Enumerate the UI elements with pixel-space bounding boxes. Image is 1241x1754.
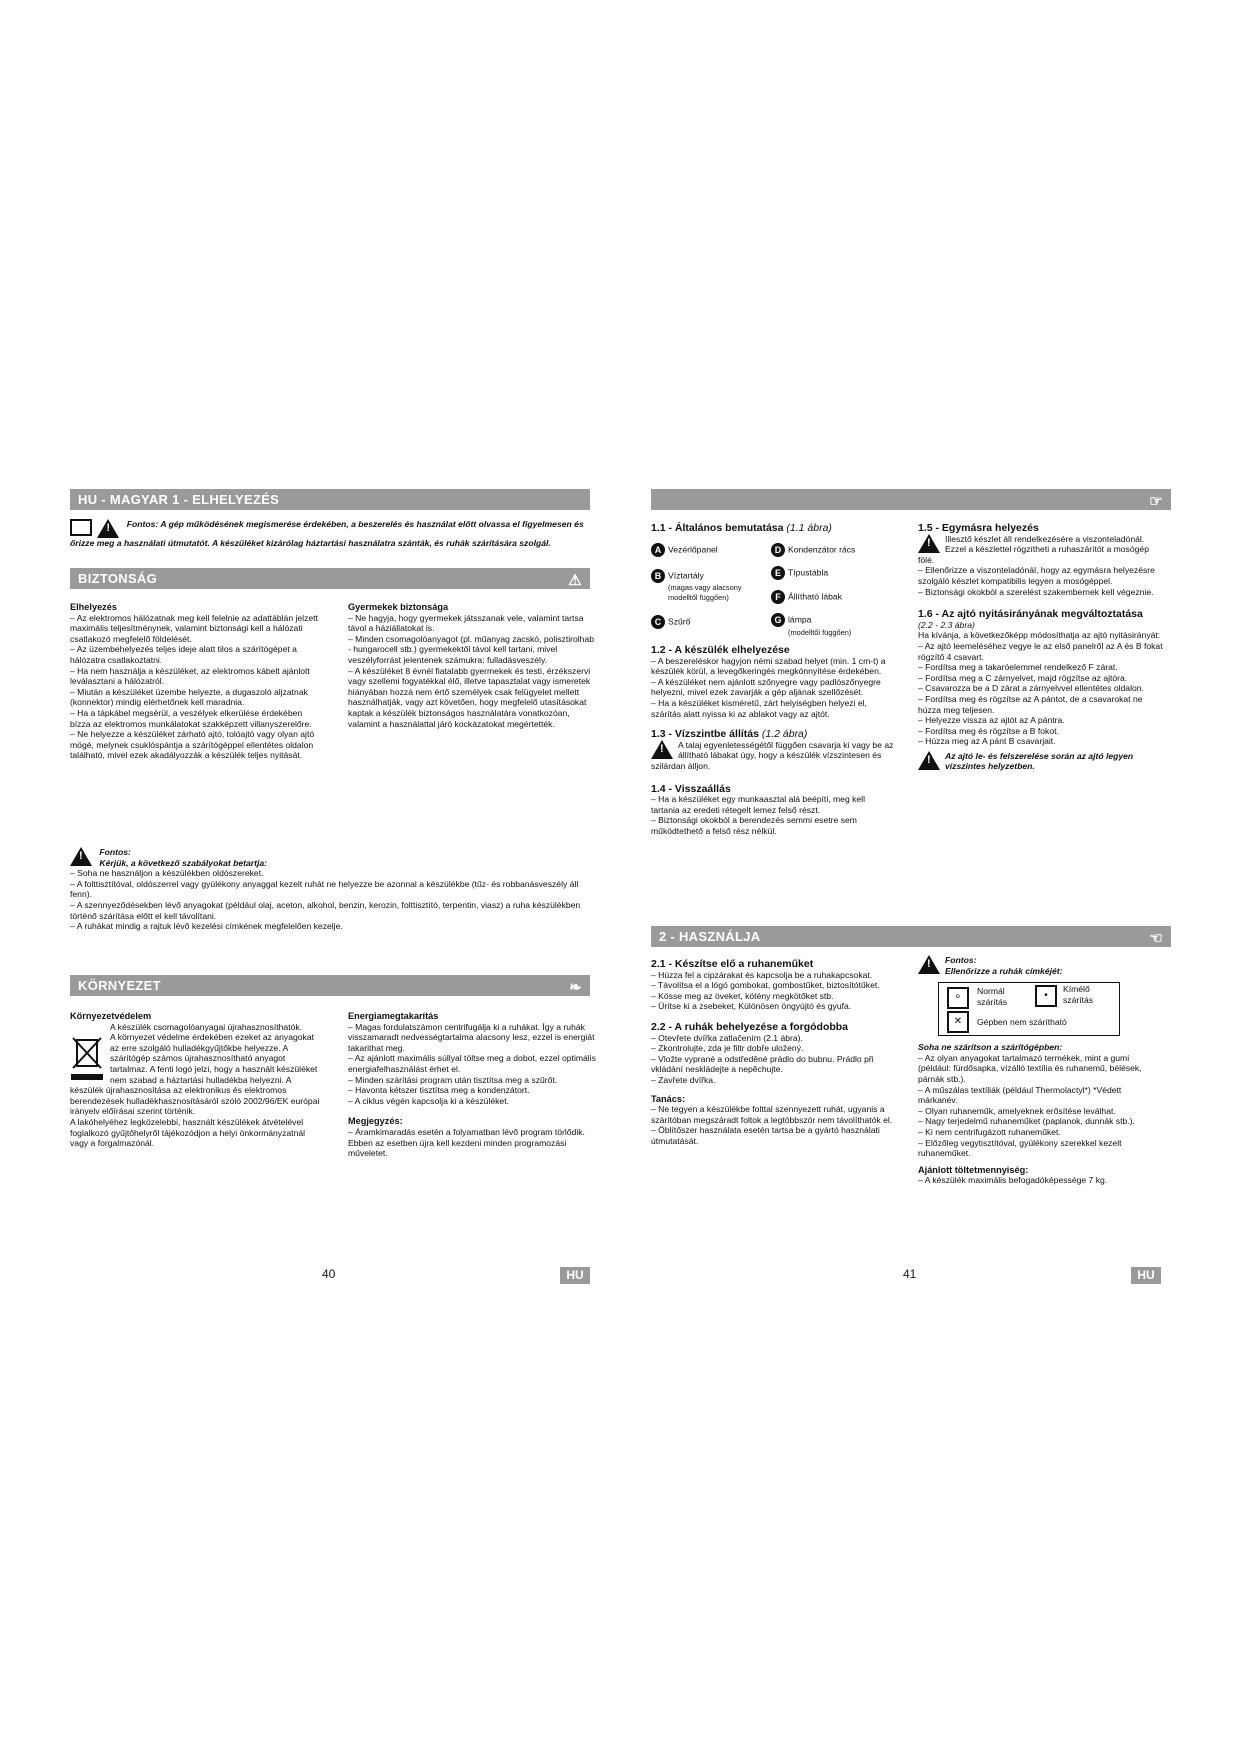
use-title: 2 - HASZNÁLJA (659, 929, 761, 944)
s14-title: 1.4 - Visszaállás (651, 782, 731, 795)
s13-block (651, 740, 896, 772)
s21-text: – Húzza fel a cipzárakat és kapcsolja be a ruhakapcsokat. – Távolítsa el a lógó gombokat, gombostűket, biztosítótűket. – Kösse meg az öveket, kötény megkötőket stb. – Ürítse ki a zsebeket, Különösen öngyújtó és gyufa. (651, 969, 880, 1012)
load-text: – A készülék maximális befogadóképessége 7 kg. (918, 1175, 1108, 1186)
top-bar (651, 489, 1171, 510)
s13-ref: (1.2 ábra) (761, 728, 808, 741)
warning-icon: ! (918, 534, 940, 553)
important-title: Fontos: (945, 955, 977, 965)
legend-item-f (771, 590, 842, 604)
environment-bar (70, 975, 590, 996)
right-column-1-body (651, 641, 896, 837)
s16-warning (918, 751, 1163, 772)
warning-icon: ! (97, 519, 119, 538)
intro-block (70, 519, 590, 549)
weee-bin-icon (70, 1034, 104, 1082)
warning-icon: ! (918, 955, 940, 974)
language-badge: HU (1131, 1267, 1161, 1284)
leaf-icon: ❧ (569, 979, 582, 996)
energy-column (348, 1007, 598, 1159)
legend-label: Típustábla (788, 567, 829, 578)
section-header-bar (70, 489, 590, 510)
child-safety-column (348, 598, 598, 729)
legend-item-a (651, 543, 718, 557)
normal-dry-icon: ⚬ (947, 987, 969, 1009)
important-text: – Soha ne használjon a készülékben oldószereket. – A folttisztítóval, oldószerrel vagy gyúlékony anyaggal kezelt ruhát ne helyezze be azonnal a készülékbe (tűz- és robbanásveszély áll fenn). – A szennyeződésekben lévő anyagokat (például olaj, aceton, alkohol, benzin, kerozin, folttisztító, terpentin, viasz) a ruha készülékben történő szárítása előtt el kell távolítani. – A ruhákat mindig a rajtuk lévő kezelési címkének megfelelően kezelje. (70, 868, 581, 932)
tips-title: Tanács: (651, 1093, 686, 1104)
hand-icon: ☜ (1149, 930, 1163, 947)
gentle-dry-icon: • (1035, 985, 1057, 1007)
load-title: Ajánlott töltetmennyiség: (918, 1164, 1029, 1175)
no-dry-label: Gépben nem szárítható (977, 1017, 1067, 1028)
gentle-dry-label: Kímélő szárítás (1063, 984, 1094, 1005)
legend-item-d (771, 543, 855, 557)
important-subtitle: Ellenőrizze a ruhák címkéjét: (945, 965, 1063, 976)
never-dry-text: – Az olyan anyagokat tartalmazó termékek, mint a gumi (például: fürdősapka, vízálló textília és ruhanemű, bélések, párnák stb.). – A műszálas textíliák (például Thermolactyl*) *Védett márkanév. – Olyan ruhaneműk, amelyeknek erősítése leválhat. – Nagy terjedelmű ruhaneműket (paplanok, dunnák stb.). – Ki nem centrifugázott ruhaneműket. – Előzőleg vegytisztítóval, gyúlékony szerekkel kezelt ruhaneműket. (918, 1052, 1142, 1159)
legend-letter: D (771, 543, 785, 557)
s12-text: – A beszereléskor hagyjon némi szabad helyet (min. 1 cm-t) a készülék körül, a levegőkeringés megkönnyítése érdekében. – A készüléket nem ajánlott szőnyegre vagy padlószőnyegre helyezni, mivel ezek zavarják a gép aljának szellőzését. – Ha a készüléket kisméretű, zárt helyiségben helyezi el, szárítás alatt nyissa ki az ablakot vagy az ajtót. (651, 655, 886, 719)
warning-icon: ! (70, 847, 92, 866)
legend-note: (magas vagy alacsony modelltől függően) (668, 583, 742, 602)
s11-title: 1.1 - Általános bemutatása (651, 522, 784, 534)
important-title: Fontos: (99, 847, 131, 857)
legend-label: Állítható lábak (788, 591, 842, 602)
legend-label: Kondenzátor rács (788, 544, 856, 555)
environment-column (70, 1007, 320, 1149)
s16-ref: (2.2 - 2.3 ábra) (918, 619, 975, 630)
child-safety-text: – Ne hagyja, hogy gyermekek játsszanak vele, valamint tartsa távol a háziállatokat is. – Minden csomagolóanyagot (pl. műanyag zacskó, polisztirolhab - hungarocell stb.) gyermekektől távol kell tartani, mivel veszélyforrást jelentenek számukra: fulladásveszély. – A készüléket 8 évnél fiatalabb gyermekek és testi, érzékszervi vagy szellemi fogyatékkal élő, illetve tapasztalat vagy ismeretek hiányában hozzá nem értő személyek csak felügyelet mellett használhatják, vagy azt követően, hogy megfelelő utasításokat kaptak a készülék biztonságos használatára vonatkozóan, valamint a használattal járó kockázatokat megértették. (348, 612, 595, 729)
s21-title: 2.1 - Készítse elő a ruhaneműket (651, 958, 814, 970)
placement-text: – Az elektromos hálózatnak meg kell felelnie az adattáblán jelzett maximális teljesítménynek, valamint biztonsági kell a hálózati csatlakozó megfelelő földelését. – Az üzembehelyezés teljes ideje alatt tilos a szárítógépet a hálózatra csatlakoztatni. – Ha nem használja a készüléket, az elektromos kábelt ajánlott leválasztani a hálózatról. – Miután a készüléket üzembe helyezte, a dugaszoló aljzatnak (konnektor) mindig elérhetőnek kell maradnia. – Ha a tápkábel megsérül, a veszélyek elkerülése érdekében bízza az elektromos munkálatokat szakképzett villanyszerelőre. – Ne helyezze a készüléket zárható ajtó, tolóajtó vagy olyan ajtó mögé, melynek csuklóspántja a szárítógéppel ellentétes oldalon található, mivel ezek akadályozzák a készülék teljes nyitását. (70, 612, 318, 761)
important-block (70, 847, 590, 932)
s16-text: Ha kívánja, a következőképp módosíthatja az ajtó nyitásirányát: – Az ajtó leemeléséhez vegye le az első panelről az A és B fokat rögzítő 4 csavart. – Fordítsa meg a takaróelemmel rendelkező F zárat. – Fordítsa meg a C zárnyelvet, majd rögzítse az ajtóra. – Csavarozza be a D zárat a zárnyelvvel ellentétes oldalon. – Fordítsa meg és rögzítse az A pántot, de a csavarokat ne húzza meg teljesen. – Helyezze vissza az ajtót az A pántra. – Fordítsa meg és rögzítse a B fokot. – Húzza meg az A pánt B csavarjait. (918, 630, 1163, 747)
safety-title: BIZTONSÁG (78, 571, 158, 586)
no-tumble-dry-icon: ✕ (947, 1011, 969, 1033)
page-40 (70, 489, 596, 1319)
environment-text: A készülék csomagolóanyagai újrahasznosíthatók. A környezet védelme érdekében ezeket az anyagokat az erre szolgáló hulladékgyűjtőkbe helyezze. A szárítógép számos újrahasznosítható anyagot tartalmaz. A fenti logó jelzi, hogy a használt készüléket nem szabad a háztartási hulladékba helyezni. A készülék újrahasznosítása az elektronikus és elektromos berendezések hulladékhasznosításáról szóló 2002/96/EK európai irányelv előírásai szerint történik. A lakóhelyéhez legközelebbi, használt készülékek átvételével foglalkozó gyűjtőhelyről tájékozódjon a helyi önkormányzatnál vagy a forgalmazónál. (70, 1021, 320, 1149)
legend-label: Szűrő (668, 616, 691, 627)
environment-title: KÖRNYEZET (78, 978, 161, 993)
s22-title: 2.2 - A ruhák behelyezése a forgódobba (651, 1020, 849, 1033)
environment-protection-title: Környezetvédelem (70, 1011, 152, 1021)
safety-bar (70, 568, 590, 589)
s13-title: 1.3 - Vízszintbe állítás (651, 728, 759, 741)
never-dry-title: Soha ne szárítson a szárítógépben: (918, 1042, 1063, 1053)
important-subtitle: Kérjük, a következő szabályokat betartja: (99, 857, 268, 868)
s12-title: 1.2 - A készülék elhelyezése (651, 644, 790, 656)
s16-warning-text: Az ajtó le- és felszerelése során az ajtó legyen vízszintes helyzetben. (945, 750, 1134, 772)
notes-text: – Áramkimaradás esetén a folyamatban lévő program törlődik. Ebben az esetben újra kell kezdeni minden programozási műveletet. (348, 1126, 585, 1159)
important-block (918, 955, 1163, 976)
s16-title: 1.6 - Az ajtó nyitásirányának megváltoztatása (918, 608, 1143, 621)
section-header: HU - MAGYAR 1 - ELHELYEZÉS (78, 492, 280, 507)
warning-triangle-icon: ⚠ (568, 572, 582, 589)
page-number: 40 (322, 1267, 336, 1281)
legend-label: Víztartály (668, 570, 704, 581)
energy-text: – Magas fordulatszámon centrifugálja ki a ruhákat. Így a ruhák visszamaradt nedvességtartalma alacsony lesz, ezzel is energiát takarithat meg. – Az ajánlott maximális súllyal töltse meg a dobot, ezzel optimális energiafelhasználást érhet el. – Minden szárítási program után tisztítsa meg a szűrőt. – Havonta kétszer tisztítsa meg a kondenzátort. – A ciklus végén kapcsolja ki a készüléket. (348, 1021, 596, 1106)
tips-text: – Ne tegyen a készülékbe folttal szennyezett ruhát, ugyanis a szárítóban megszáradt foltok a legtöbbször nem távolíthatók el. – Öblítőszer használata esetén tartsa be a gyártó használati útmutatását. (651, 1104, 893, 1146)
legend-letter: A (651, 543, 665, 557)
page-41 (651, 489, 1171, 1319)
legend-letter: C (651, 615, 665, 629)
placement-column (70, 598, 320, 761)
legend-item-g (771, 613, 851, 638)
legend-label: lámpa (788, 614, 812, 625)
warning-icon: ! (918, 751, 940, 770)
s15-text: Illesztő készlet áll rendelkezésére a viszonteladónál. Ezzel a készlettel rögzítheti a ruhaszárítót a mosógép fölé. – Ellenőrizze a viszonteladónál, hogy az egymásra helyezésre szolgáló készlet kompatibilis legyen a mosógéppel. – Biztonsági okokból a szerelést szakembernek kell végeznie. (918, 533, 1155, 597)
legend-label: Vezérlőpanel (668, 544, 718, 555)
energy-title: Energiamegtakarítás (348, 1011, 439, 1021)
legend-item-b (651, 569, 758, 603)
legend-letter: E (771, 566, 785, 580)
s15-block (918, 534, 1163, 598)
page-number: 41 (903, 1267, 917, 1281)
child-safety-title: Gyermekek biztonsága (348, 602, 449, 612)
warning-icon: ! (651, 740, 673, 759)
use-bar (651, 926, 1171, 947)
s11-title-row (651, 523, 896, 534)
notes-title: Megjegyzés: (348, 1116, 403, 1127)
normal-dry-label: Normál szárítás (977, 986, 1008, 1007)
legend-note: (modelltől függően) (788, 628, 852, 637)
right-column-1 (651, 519, 896, 534)
hand-pointer-icon: ☞ (1149, 493, 1163, 510)
legend-letter: B (651, 569, 665, 583)
care-label-box (938, 982, 1120, 1036)
s22-text: – Otevřete dvířka zatlačením (2.1 ábra). – Zkontrolujte, zda je filtr dobře uložený. – Vložte vyprané a odstředěné prádlo do bubnu. Prádlo při vkládání neskládejte a nepěchujte. – Zavřete dvířka. (651, 1032, 874, 1085)
legend-letter: F (771, 590, 785, 604)
intro-text: Fontos: A gép működésének megismerése érdekében, a beszerelés és használat előtt olvassa el figyelmesen és őrizze meg a használati útmutatót. A készüléket kizárólag háztartási használatra szánták, és ruhák szárítására szolgál. (70, 519, 584, 548)
s11-ref: (1.1 ábra) (786, 522, 832, 534)
legend-item-e (771, 566, 828, 580)
s15-title: 1.5 - Egymásra helyezés (918, 522, 1039, 534)
use-column-2 (918, 955, 1163, 1186)
use-column-1 (651, 955, 896, 1147)
s14-text: – Ha a készüléket egy munkaasztal alá beépíti, meg kell tartania az eredeti rétegelt lemez felső részt. – Biztonsági okokból a berendezés semmi esetre sem működtethető a felső rész nélkül. (651, 794, 866, 836)
language-badge: HU (560, 1267, 590, 1284)
legend-item-c (651, 615, 690, 629)
s13-text: A talaj egyenletességétől függően csavarja ki vagy be az állítható lábakat úgy, hogy a készülék vízszintesen és szilárdan álljon. (651, 739, 894, 771)
s13-title-row (651, 729, 896, 740)
placement-title: Elhelyezés (70, 602, 117, 612)
right-column-2 (918, 519, 1163, 772)
book-icon (70, 519, 92, 536)
legend-letter: G (771, 613, 785, 627)
